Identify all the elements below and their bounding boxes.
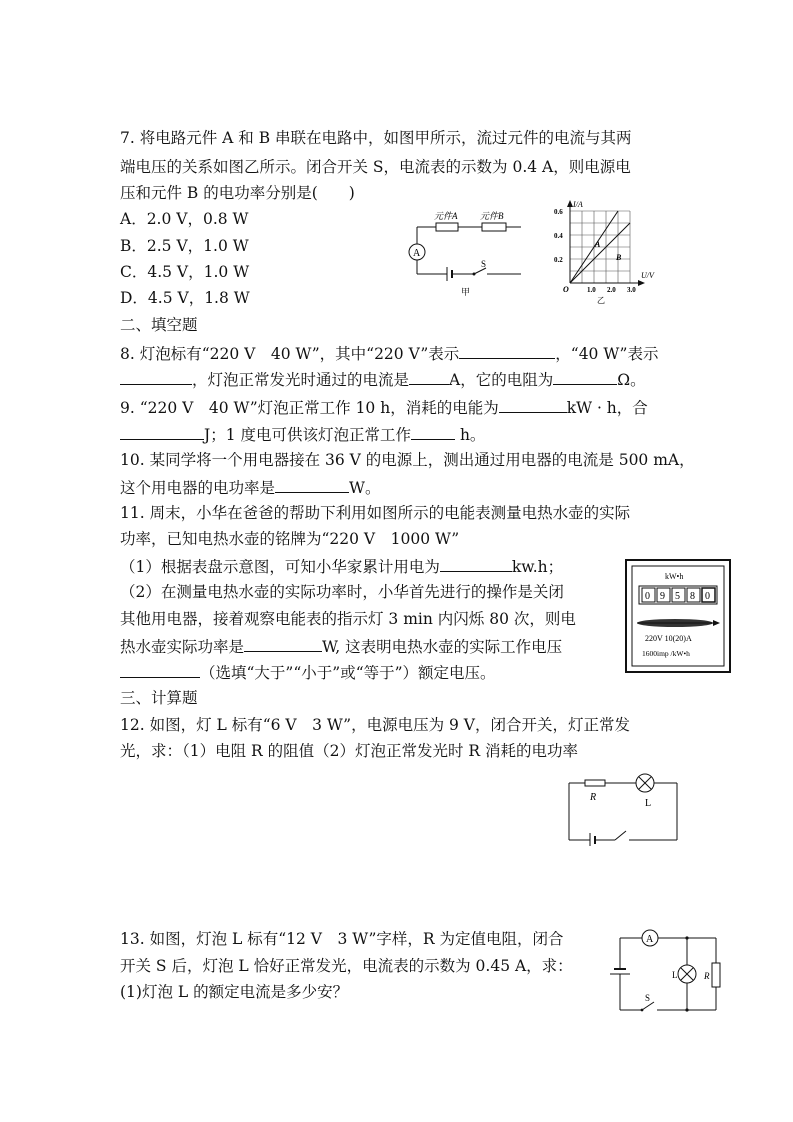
q11-line1: 11. 周末，小华在爸爸的帮助下利用如图所示的电能表测量电热水壶的实际 [120,504,631,522]
q8-blank-2[interactable] [120,368,192,385]
q13-switch-label: S [645,993,651,1003]
q10-text-2a: 这个用电器的电功率是 [120,479,276,497]
q13-resistor-label: R [704,971,710,981]
q11-blank-1[interactable] [440,555,512,572]
q9-text-1a: 9. “220 V 40 W”灯泡正常工作 10 h，消耗的电能为 [120,399,499,417]
q13-lamp-label: L [672,970,678,980]
q10-line1: 10. 某同学将一个用电器接在 36 V 的电源上，测出通过用电器的电流是 500 mA， [120,451,695,469]
q9-text-1b: kW · h，合 [566,399,648,417]
q9-line2 [120,423,485,445]
q9-text-2a: J；1 度电可供该灯泡正常工作 [204,426,412,444]
q8-text-1b: ，“40 W”表示 [555,345,659,363]
y-axis-label: I/A [573,200,583,209]
q11-text-7: （选填“大于”“小于”或“等于”）额定电压。 [200,664,496,682]
q8-text-2a: ，灯泡正常发光时通过的电流是 [192,371,410,389]
q8-blank-3[interactable] [409,368,449,385]
q7-line1: 7. 将电路元件 A 和 B 串联在电路中，如图甲所示，流过元件的电流与其两 [120,129,632,147]
element-a-label: 元件A [434,211,458,221]
meter-imp: 1600imp /kW•h [642,649,690,658]
q13-line3: (1)灯泡 L 的额定电流是多少安？ [120,983,349,1001]
q11-text-6a: 热水壶实际功率是 [120,638,245,656]
meter-digit-1: 0 [645,591,650,602]
q8-blank-1[interactable] [459,342,555,359]
q9-blank-3[interactable] [411,423,455,440]
meter-digit-3: 5 [675,591,680,602]
y-tick-02: 0.2 [554,256,563,264]
q12-line1: 12. 如图，灯 L 标有“6 V 3 W”，电源电压为 9 V，闭合开关，灯正常发 [120,716,630,734]
q7-option-b: B．2.5 V，1.0 W [120,237,249,255]
x-axis-label: U/V [641,271,654,280]
q7-line2: 端电压的关系如图乙所示。闭合开关 S，电流表的示数为 0.4 A，则电源电 [120,158,631,176]
q11-text-3b: kw.h； [511,558,564,576]
x-tick-3: 3.0 [627,286,636,294]
q11-line2: 功率，已知电热水壶的铭牌为“220 V 1000 W” [120,530,460,548]
origin-label: O [563,285,569,294]
ammeter-label: A [413,248,421,259]
q11-blank-3[interactable] [120,661,200,678]
curve-a-label: A [595,240,601,249]
x-tick-2: 2.0 [607,286,616,294]
q8-text-2c: Ω。 [617,371,646,389]
meter-unit-label: kW•h [665,572,684,581]
q12-resistor-label: R [590,792,597,803]
switch-label: S [481,259,487,269]
section3-heading: 三、计算题 [120,689,198,707]
q11-line4: （2）在测量电热水壶的实际功率时，小华首先进行的操作是关闭 [120,583,564,601]
q10-blank-1[interactable] [275,476,349,493]
q11-text-3a: （1）根据表盘示意图，可知小华家累计用电为 [120,558,440,576]
q11-line7 [120,661,496,683]
graph-caption: 乙 [597,296,605,305]
y-tick-04: 0.4 [554,232,563,240]
q13-line1: 13. 如图，灯泡 L 标有“12 V 3 W”字样，R 为定值电阻，闭合 [120,930,564,948]
q13-circuit-diagram [606,924,724,1020]
q7-option-d: D．4.5 V，1.8 W [120,289,250,307]
q10-line2 [120,476,380,498]
q13-ammeter-label: A [646,934,654,945]
q11-line3 [120,555,563,577]
q8-text-2b: A，它的电阻为 [449,371,554,389]
q12-circuit-diagram [563,768,683,846]
q11-text-6b: W, 这表明电热水壶的实际工作电压 [322,638,563,656]
q12-lamp-label: L [645,798,652,809]
q11-line6 [120,635,562,657]
y-tick-06: 0.6 [554,208,563,216]
q7-option-c: C．4.5 V，1.0 W [120,263,250,281]
q11-line5: 其他用电器，接着观察电能表的指示灯 3 min 内闪烁 80 次，则电 [120,610,576,628]
meter-digit-5: 0 [705,591,710,602]
meter-rating: 220V 10(20)A [645,634,692,643]
q9-text-2b: h。 [455,426,486,444]
q13-line2: 开关 S 后，灯泡 L 恰好正常发光，电流表的示数为 0.45 A，求： [120,957,573,975]
x-tick-1: 1.0 [587,286,596,294]
q8-blank-4[interactable] [553,368,617,385]
section2-heading: 二、填空题 [120,316,198,334]
q7-circuit-diagram [405,205,530,297]
q7-line3: 压和元件 B 的电功率分别是( ) [120,184,355,202]
q8-line2 [120,368,646,390]
meter-digit-4: 8 [690,591,695,602]
circuit-caption: 甲 [461,287,471,297]
q9-blank-1[interactable] [499,396,567,413]
q11-blank-2[interactable] [244,635,322,652]
q10-text-2b: W。 [349,479,381,497]
q7-option-a: A．2.0 V，0.8 W [120,210,249,228]
q9-line1 [120,396,648,418]
q9-blank-2[interactable] [120,423,204,440]
q8-text-1a: 8. 灯泡标有“220 V 40 W”，其中“220 V”表示 [120,345,460,363]
q8-line1 [120,342,658,364]
meter-digit-2: 9 [660,591,665,602]
curve-b-label: B [616,253,622,262]
electric-meter [625,559,733,675]
q12-line2: 光，求：（1）电阻 R 的阻值（2）灯泡正常发光时 R 消耗的电功率 [120,742,579,760]
element-b-label: 元件B [480,211,504,221]
q7-iu-graph [545,197,660,305]
